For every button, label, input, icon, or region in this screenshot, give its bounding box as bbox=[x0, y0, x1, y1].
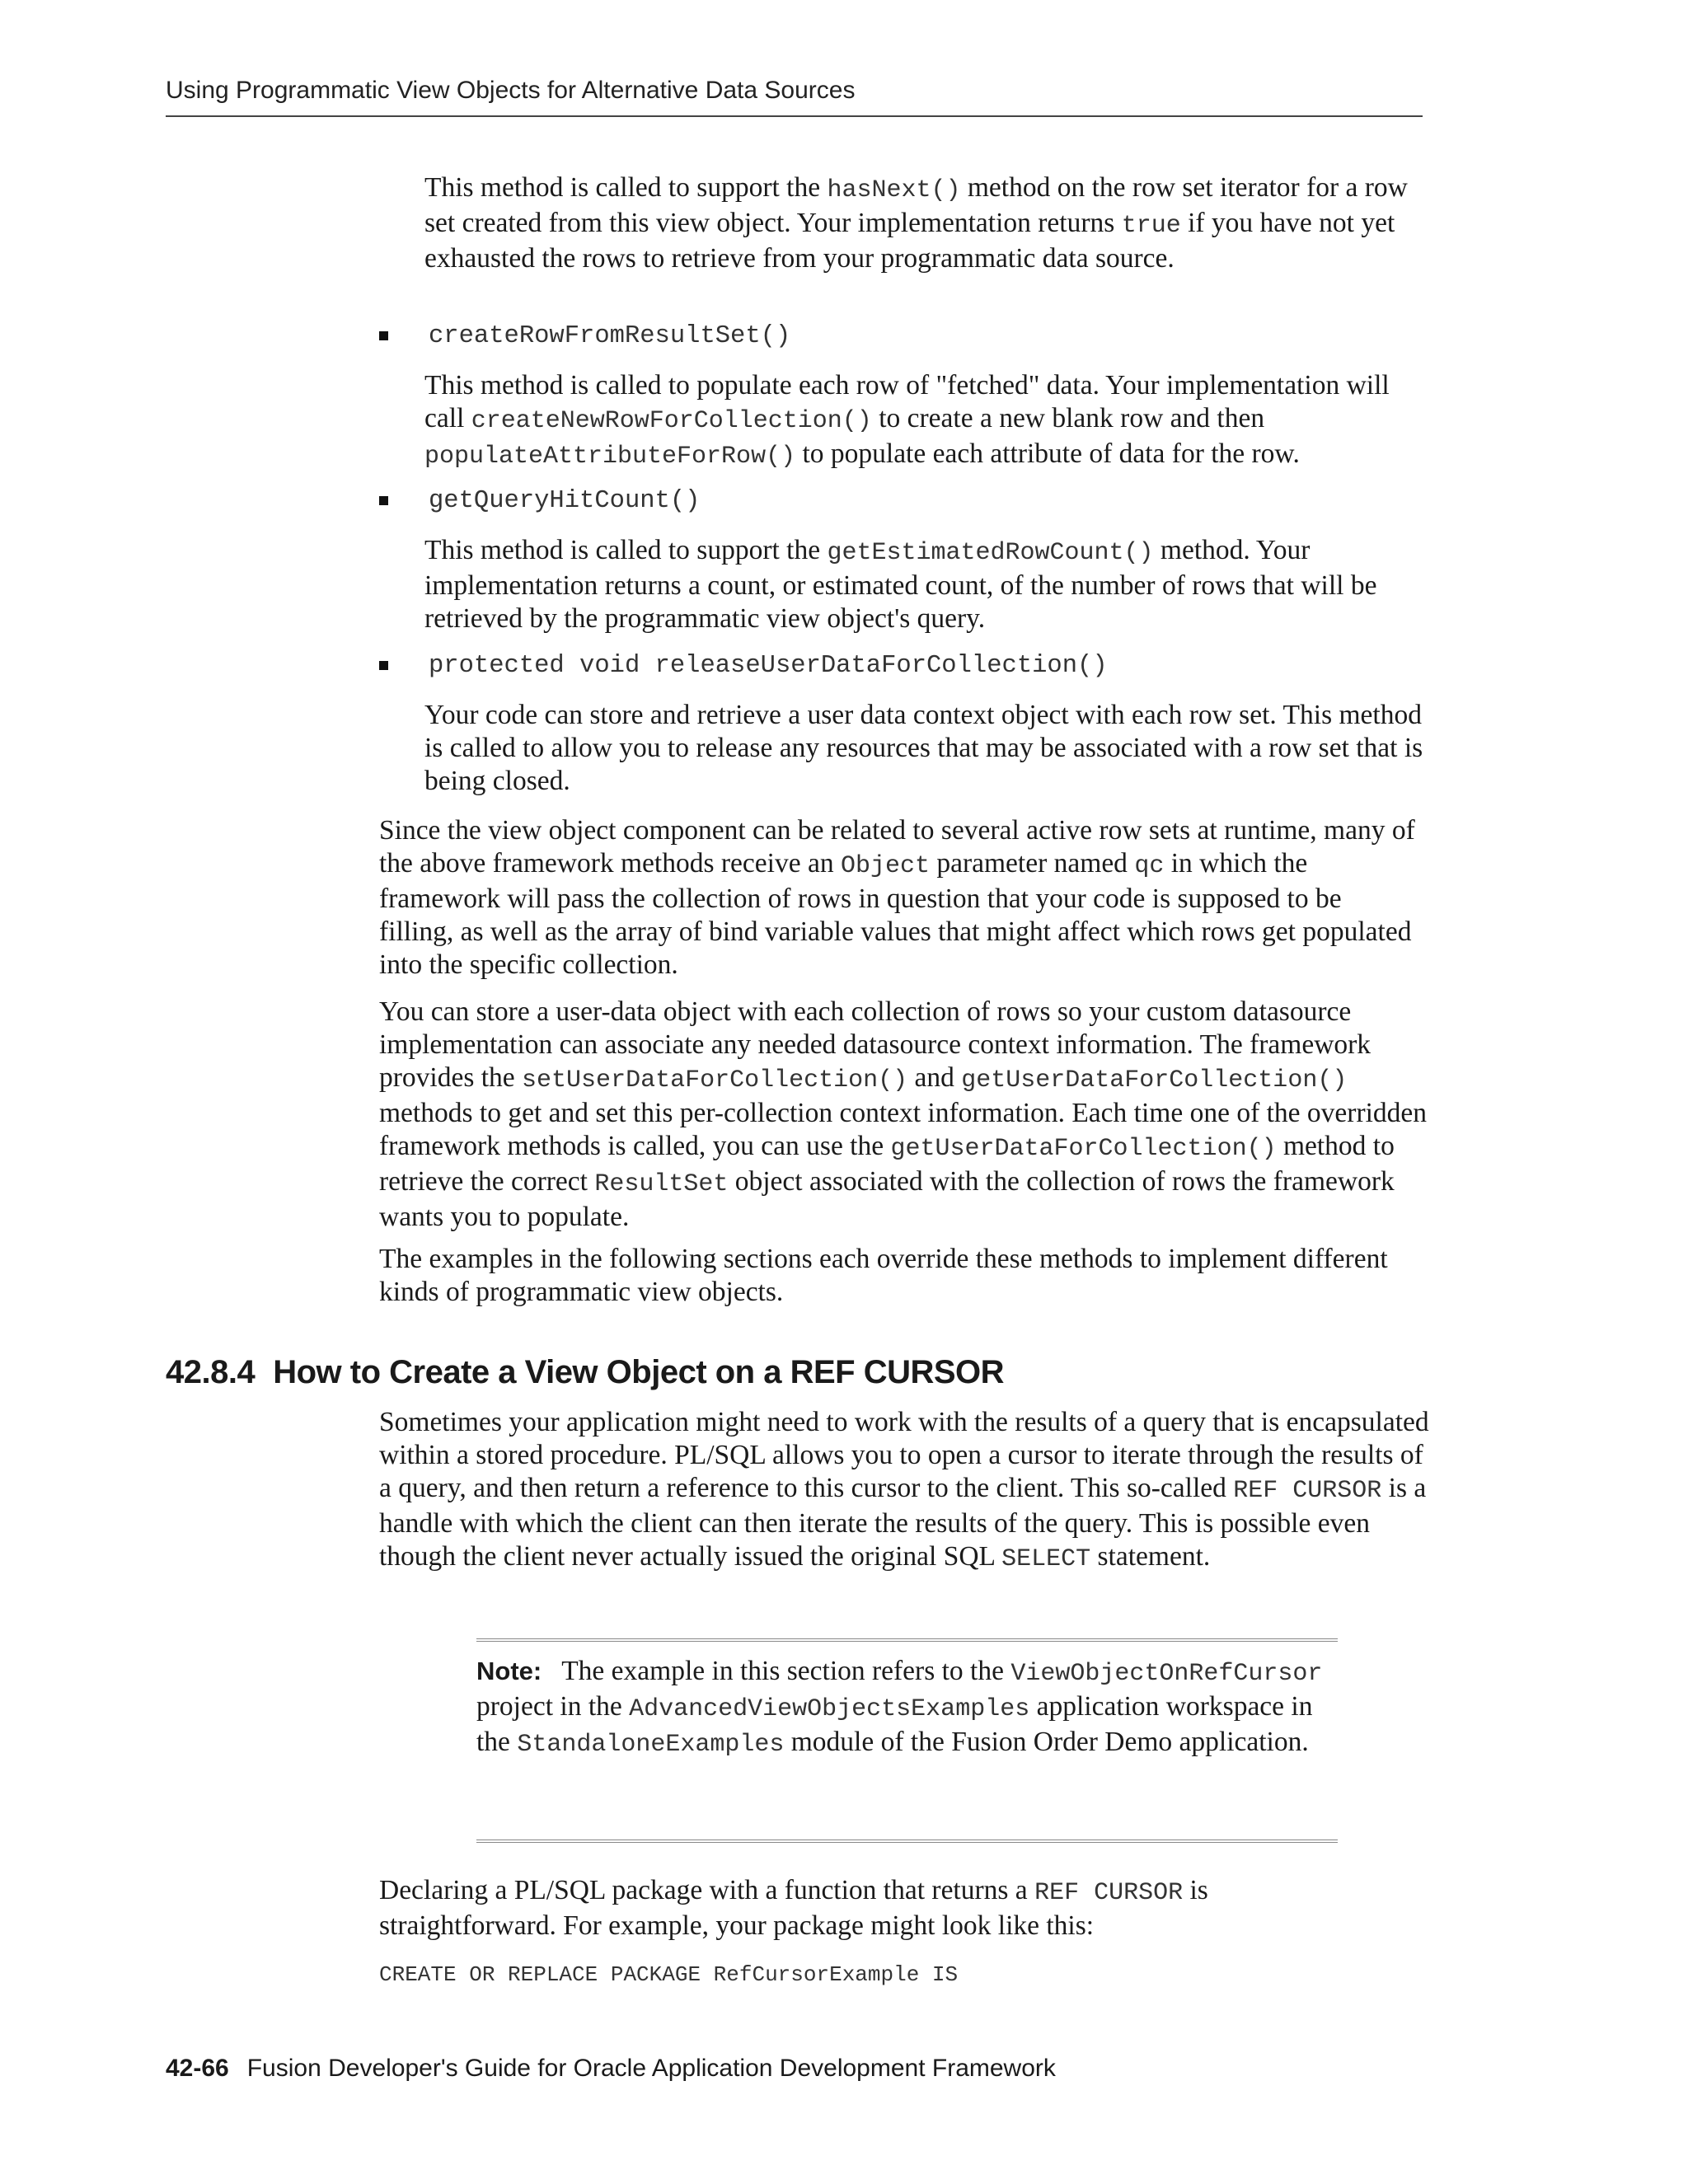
header-rule bbox=[166, 115, 1423, 117]
method-signature: protected void releaseUserDataForCollection() bbox=[429, 652, 1108, 680]
bullet-square-icon bbox=[379, 496, 388, 505]
text-run: application workspace in the bbox=[476, 1691, 1313, 1757]
code-object: Object bbox=[840, 852, 930, 880]
text-run: method to retrieve the correct bbox=[379, 1131, 1395, 1197]
code-qc: qc bbox=[1134, 852, 1165, 880]
body-paragraph-store bbox=[379, 996, 1430, 1234]
text-run: module of the Fusion Order Demo application. bbox=[784, 1727, 1309, 1757]
code-sample: CREATE OR REPLACE PACKAGE RefCursorExample IS bbox=[379, 1962, 959, 1987]
section-paragraph bbox=[379, 1406, 1434, 1576]
text-run: The example in this section refers to the bbox=[561, 1656, 1011, 1686]
method-bullet bbox=[379, 320, 1451, 353]
page-footer bbox=[166, 2054, 1056, 2083]
method-bullet bbox=[379, 649, 1451, 682]
text-run: to populate each attribute of data for the row. bbox=[795, 438, 1300, 469]
note-label: Note: bbox=[476, 1657, 542, 1685]
intro-paragraph bbox=[424, 171, 1426, 275]
book-title: Fusion Developer's Guide for Oracle Application Development Framework bbox=[246, 2055, 1056, 2082]
text-run: parameter named bbox=[929, 848, 1135, 879]
note-box bbox=[476, 1638, 1338, 1846]
method-bullet bbox=[379, 485, 1451, 518]
method-description bbox=[424, 534, 1426, 635]
text-run: in which the framework will pass the collection of rows in question that your code is supposed to be filling, as well as the array of bind variable values that might affect which rows get populated into the specific collection. bbox=[379, 848, 1412, 980]
text-run: Sometimes your application might need to work with the results of a query that is encapsulated within a stored procedure. PL/SQL allows you to open a cursor to iterate through the results of a query, and then return a reference to this cursor to the client. This so-called bbox=[379, 1407, 1429, 1503]
code-workspace-name: AdvancedViewObjectsExamples bbox=[629, 1695, 1030, 1723]
method-description bbox=[424, 369, 1434, 473]
running-header: Using Programmatic View Objects for Alternative Data Sources bbox=[166, 77, 856, 104]
code-ref-cursor: REF CURSOR bbox=[1233, 1477, 1382, 1505]
code-true: true bbox=[1121, 212, 1181, 240]
section-paragraph-declaring bbox=[379, 1874, 1389, 1943]
body-paragraph-examples bbox=[379, 1243, 1389, 1309]
code-getestimatedrowcount: getEstimatedRowCount() bbox=[827, 539, 1154, 567]
note-rule-bottom bbox=[476, 1840, 1338, 1843]
text-run: project in the bbox=[476, 1691, 630, 1722]
text-run: This method is called to support the bbox=[424, 535, 828, 565]
text-run: is a handle with which the client can then iterate the results of the query. This is possible even though the client never actually issued the original SQL bbox=[379, 1473, 1427, 1572]
text-run: object associated with the collection of rows the framework wants you to populate. bbox=[379, 1166, 1395, 1232]
note-rule-top bbox=[476, 1638, 1338, 1642]
code-project-name: ViewObjectOnRefCursor bbox=[1010, 1660, 1323, 1688]
code-hasnext: hasNext() bbox=[827, 176, 961, 204]
text-run: Your code can store and retrieve a user data context object with each row set. This method is called to allow you to release any resources that may be associated with a row set that is being closed. bbox=[424, 700, 1423, 796]
text-run: This method is called to populate each row of "fetched" data. Your implementation will call bbox=[424, 370, 1390, 434]
text-run: is straightforward. For example, your package might look like this: bbox=[379, 1875, 1208, 1941]
text-run: method on the row set iterator for a row set created from this view object. Your implementation returns bbox=[424, 172, 1408, 238]
method-description bbox=[424, 699, 1434, 798]
page-number: 42-66 bbox=[166, 2055, 229, 2082]
section-heading bbox=[166, 1352, 1004, 1393]
code-populateattribute: populateAttributeForRow() bbox=[424, 443, 796, 471]
text-run: to create a new blank row and then bbox=[871, 403, 1265, 434]
text-run: and bbox=[907, 1062, 962, 1093]
text-run: method. Your implementation returns a count, or estimated count, of the number of rows that will be retrieved by the programmatic view object's query. bbox=[424, 535, 1377, 634]
method-signature: createRowFromResultSet() bbox=[429, 322, 791, 350]
code-select: SELECT bbox=[1001, 1545, 1091, 1573]
text-run: Since the view object component can be related to several active row sets at runtime, many of the above framework methods receive an bbox=[379, 815, 1415, 879]
code-createnewrow: createNewRowForCollection() bbox=[471, 407, 872, 435]
code-ref-cursor: REF CURSOR bbox=[1034, 1879, 1184, 1907]
bullet-square-icon bbox=[379, 661, 388, 670]
body-paragraph-since bbox=[379, 814, 1418, 982]
code-getuserdata: getUserDataForCollection() bbox=[961, 1066, 1348, 1094]
note-text bbox=[476, 1655, 1338, 1761]
text-run: if you have not yet exhausted the rows to retrieve from your programmatic data source. bbox=[424, 208, 1395, 274]
code-resultset: ResultSet bbox=[594, 1170, 729, 1198]
text-run: statement. bbox=[1090, 1541, 1211, 1572]
code-module-name: StandaloneExamples bbox=[517, 1731, 785, 1759]
text-run: This method is called to support the bbox=[424, 172, 828, 203]
method-signature: getQueryHitCount() bbox=[429, 487, 701, 515]
text-run: Declaring a PL/SQL package with a function that returns a bbox=[379, 1875, 1035, 1905]
code-getuserdata: getUserDataForCollection() bbox=[890, 1135, 1277, 1163]
code-setuserdata: setUserDataForCollection() bbox=[522, 1066, 908, 1094]
section-number: 42.8.4 bbox=[166, 1354, 256, 1390]
text-run: methods to get and set this per-collection context information. Each time one of the overridden framework methods is called, you can use the bbox=[379, 1098, 1428, 1161]
text-run: You can store a user-data object with each collection of rows so your custom datasource implementation can associate any needed datasource context information. The framework provides the bbox=[379, 996, 1372, 1093]
text-run: The examples in the following sections each override these methods to implement different kinds of programmatic view objects. bbox=[379, 1244, 1388, 1307]
section-title: How to Create a View Object on a REF CURSOR bbox=[273, 1354, 1005, 1390]
bullet-square-icon bbox=[379, 331, 388, 340]
